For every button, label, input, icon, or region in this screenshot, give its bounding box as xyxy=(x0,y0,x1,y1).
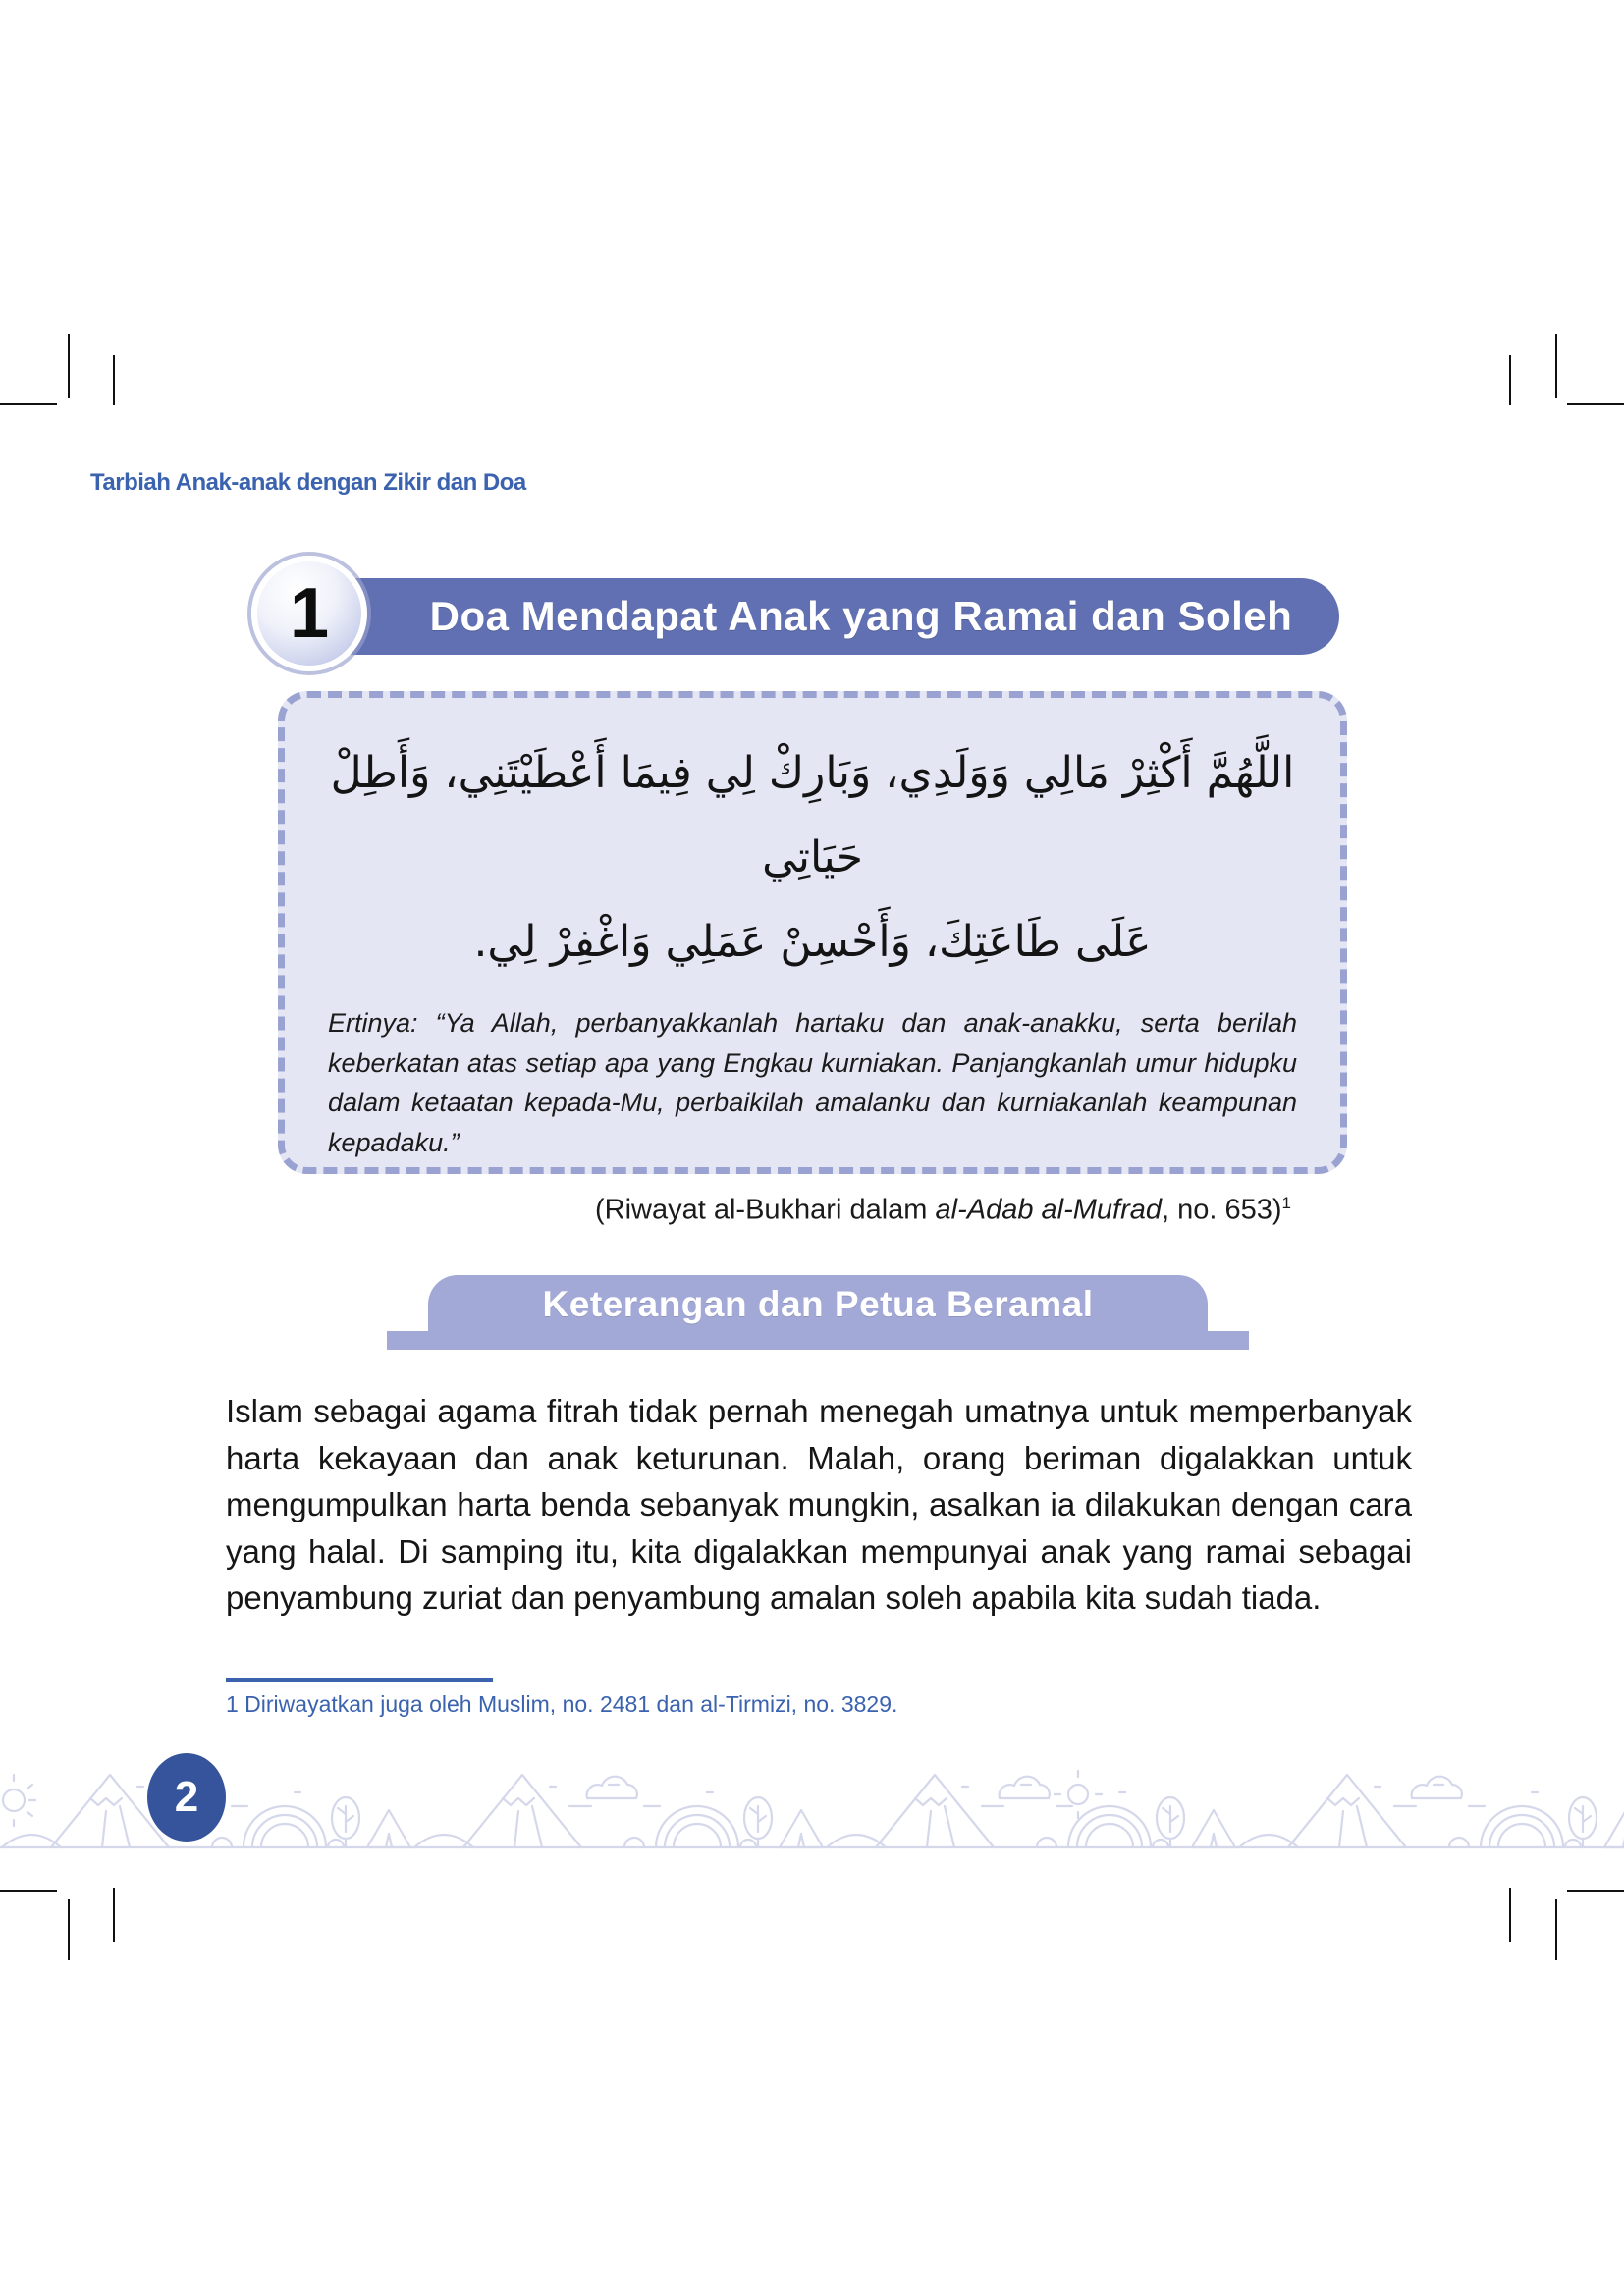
crop-mark xyxy=(113,1888,115,1942)
bush-doodle xyxy=(328,1840,344,1847)
footnote-text: 1 Diriwayatkan juga oleh Muslim, no. 2481 dan al-Tirmizi, no. 3829. xyxy=(226,1691,898,1717)
tent-icon xyxy=(367,1810,410,1847)
crop-mark xyxy=(1509,1888,1511,1942)
arabic-text-line-1: اللَّهُمَّ أَكْثِرْ مَالِي وَوَلَدِي، وَبَارِكْ لِي فِيمَا أَعْطَيْتَنِي، وَأَطِلْ حَيَاتِي xyxy=(330,748,1295,882)
subsection-heading: Keterangan dan Petua Beramal xyxy=(542,1284,1094,1324)
citation xyxy=(328,1194,1297,1227)
crop-mark xyxy=(0,1890,57,1892)
crop-mark xyxy=(113,355,115,405)
citation-suffix: , no. 653) xyxy=(1162,1195,1282,1227)
rainbow-icon xyxy=(244,1806,326,1847)
citation-source-title: al-Adab al-Mufrad xyxy=(935,1195,1162,1227)
page-number: 2 xyxy=(174,1773,199,1821)
citation-prefix: (Riwayat al-Bukhari dalam xyxy=(594,1195,936,1227)
crop-mark xyxy=(1509,355,1511,405)
footnote-rule xyxy=(226,1678,493,1682)
body-paragraph: Islam sebagai agama fitrah tidak pernah menegah umatnya untuk memperbanyak harta kekayaan dan anak keturunan. Malah, orang beriman digalakkan untuk mengumpulkan harta benda sebanyak mungkin, asalkan ia dilakukan dengan cara yang halal. Di samping itu, kita digalakkan mempunyai anak yang ramai sebagai penyambung zuriat dan penyambung amalan soleh apabila kita sudah tiada. xyxy=(226,1393,1412,1617)
bush-doodle xyxy=(212,1838,232,1847)
subsection-banner xyxy=(428,1275,1208,1334)
section-number-badge xyxy=(251,556,367,671)
crop-mark xyxy=(1555,334,1557,398)
crop-mark xyxy=(1567,403,1624,405)
translation-text: Ertinya: “Ya Allah, perbanyakkanlah hartaku dan anak-anakku, serta berilah keberkatan atas setiap apa yang Engkau kurniakan. Panjangkanlah umur hidupku dalam ketaatan kepada-Mu, perbaikilah amalanku dan kurniakanlah keampunan kepadaku.” xyxy=(328,1008,1297,1157)
crop-mark xyxy=(68,1899,70,1960)
section-number: 1 xyxy=(289,574,330,653)
dua-box xyxy=(278,691,1347,1227)
sun-icon xyxy=(3,1775,35,1826)
page-number-badge xyxy=(147,1753,226,1842)
section-title-banner xyxy=(326,578,1339,655)
crop-mark xyxy=(68,334,70,398)
footer-illustration xyxy=(0,1757,1624,1855)
section-title: Doa Mendapat Anak yang Ramai dan Soleh xyxy=(429,593,1293,639)
citation-footnote-ref: 1 xyxy=(1281,1194,1291,1213)
crop-mark xyxy=(1555,1899,1557,1960)
arabic-text-line-2: عَلَى طَاعَتِكَ، وَأَحْسِنْ عَمَلِي وَاغْفِرْ لِي. xyxy=(473,916,1152,967)
crop-mark xyxy=(1567,1890,1624,1892)
sun-icon xyxy=(1055,1771,1102,1818)
running-head: Tarbiah Anak-anak dengan Zikir dan Doa xyxy=(90,469,526,496)
crop-mark xyxy=(0,403,57,405)
